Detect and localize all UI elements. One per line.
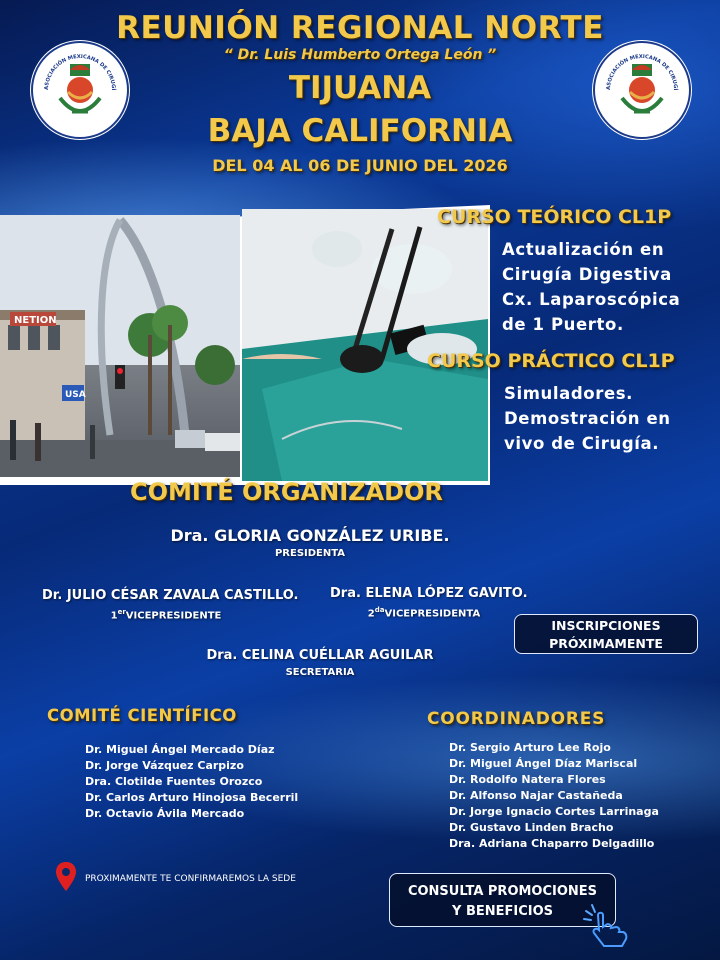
- event-title: REUNIÓN REGIONAL NORTE: [116, 10, 604, 46]
- registration-button-line: INSCRIPCIONES: [551, 618, 661, 633]
- practice-line: vivo de Cirugía.: [504, 434, 660, 453]
- vice-president-1-name: Dr. JULIO CÉSAR ZAVALA CASTILLO.: [42, 588, 299, 603]
- vp1-role-label: VICEPRESIDENTE: [125, 610, 222, 622]
- president-role: PRESIDENTA: [274, 548, 346, 559]
- vp2-ordinal: 2: [367, 608, 375, 620]
- vp1-ordinal-suffix: er: [117, 608, 126, 616]
- vp2-role-label: VICEPRESIDENTA: [384, 608, 481, 620]
- theory-line: de 1 Puerto.: [502, 315, 624, 334]
- practice-course-description: [504, 381, 671, 456]
- practice-line: Simuladores.: [504, 384, 634, 403]
- president-name: Dra. GLORIA GONZÁLEZ URIBE.: [170, 526, 450, 545]
- svg-text:NETION: NETION: [14, 315, 57, 326]
- promotions-button-line: CONSULTA PROMOCIONES: [407, 884, 598, 899]
- theory-line: Actualización en: [502, 240, 665, 259]
- list-item: Dr. Sergio Arturo Lee Rojo: [449, 741, 611, 754]
- coordinators-list: [449, 740, 659, 852]
- vice-president-1-role: [42, 608, 290, 621]
- practice-line: Demostración en: [504, 409, 671, 428]
- theory-course-description: [502, 237, 680, 337]
- practice-course-title: CURSO PRÁCTICO CL1P: [427, 350, 675, 372]
- association-seal-left-icon: [30, 40, 130, 140]
- vp1-ordinal: 1: [110, 610, 118, 622]
- association-seal-right-icon: [592, 40, 692, 140]
- coordinators-title: COORDINADORES: [427, 709, 606, 729]
- surgery-photo: [242, 209, 488, 481]
- list-item: Dra. Clotilde Fuentes Orozco: [85, 775, 263, 788]
- svg-text:ASOCIACIÓN MEXICANA DE CIRUGÍA: ASOCIACIÓN MEXICANA DE CIRUGÍ: [43, 53, 117, 91]
- scientific-committee-list: [85, 742, 298, 822]
- theory-course-title: CURSO TEÓRICO CL1P: [437, 206, 672, 228]
- list-item: Dr. Carlos Arturo Hinojosa Becerril: [85, 791, 299, 804]
- click-hand-icon: [582, 903, 632, 949]
- scientific-committee-title: COMITÉ CIENTÍFICO: [47, 706, 237, 725]
- list-item: Dr. Miguel Ángel Díaz Mariscal: [449, 757, 638, 770]
- promotions-button-line: Y BENEFICIOS: [452, 904, 553, 919]
- event-dates: DEL 04 AL 06 DE JUNIO DEL 2026: [212, 156, 508, 175]
- list-item: Dr. Alfonso Najar Castañeda: [449, 789, 623, 802]
- secretary-name: Dra. CELINA CUÉLLAR AGUILAR: [206, 648, 434, 663]
- venue-note: PROXIMAMENTE TE CONFIRMAREMOS LA SEDE: [85, 874, 296, 884]
- registration-button-line: PRÓXIMAMENTE: [549, 636, 663, 651]
- vice-president-2-role: [330, 606, 518, 619]
- svg-text:USA: USA: [65, 390, 86, 400]
- list-item: Dr. Gustavo Linden Bracho: [449, 821, 614, 834]
- vice-president-2-name: Dra. ELENA LÓPEZ GAVITO.: [330, 586, 528, 601]
- list-item: Dr. Jorge Vázquez Carpizo: [85, 759, 244, 772]
- secretary-role: SECRETARIA: [285, 667, 355, 678]
- list-item: Dr. Octavio Ávila Mercado: [85, 807, 245, 820]
- vp2-ordinal-suffix: da: [374, 606, 385, 614]
- tijuana-street-photo: [0, 215, 240, 477]
- event-city: TIJUANA: [288, 70, 432, 106]
- list-item: Dra. Adriana Chaparro Delgadillo: [449, 837, 655, 850]
- list-item: Dr. Jorge Ignacio Cortes Larrinaga: [449, 805, 659, 818]
- location-pin-icon: [56, 862, 76, 892]
- organizing-committee-title: COMITÉ ORGANIZADOR: [130, 478, 443, 506]
- theory-line: Cirugía Digestiva: [502, 265, 672, 284]
- honoree-name: “ Dr. Luis Humberto Ortega León ”: [223, 47, 497, 63]
- list-item: Dr. Rodolfo Natera Flores: [449, 773, 606, 786]
- registration-button[interactable]: [514, 614, 698, 654]
- svg-text:ASOCIACIÓN MEXICANA DE CIRUGÍA: ASOCIACIÓN MEXICANA DE CIRUGÍ: [605, 53, 679, 91]
- theory-line: Cx. Laparoscópica: [502, 290, 681, 309]
- event-state: BAJA CALIFORNIA: [207, 113, 513, 149]
- list-item: Dr. Miguel Ángel Mercado Díaz: [85, 743, 275, 756]
